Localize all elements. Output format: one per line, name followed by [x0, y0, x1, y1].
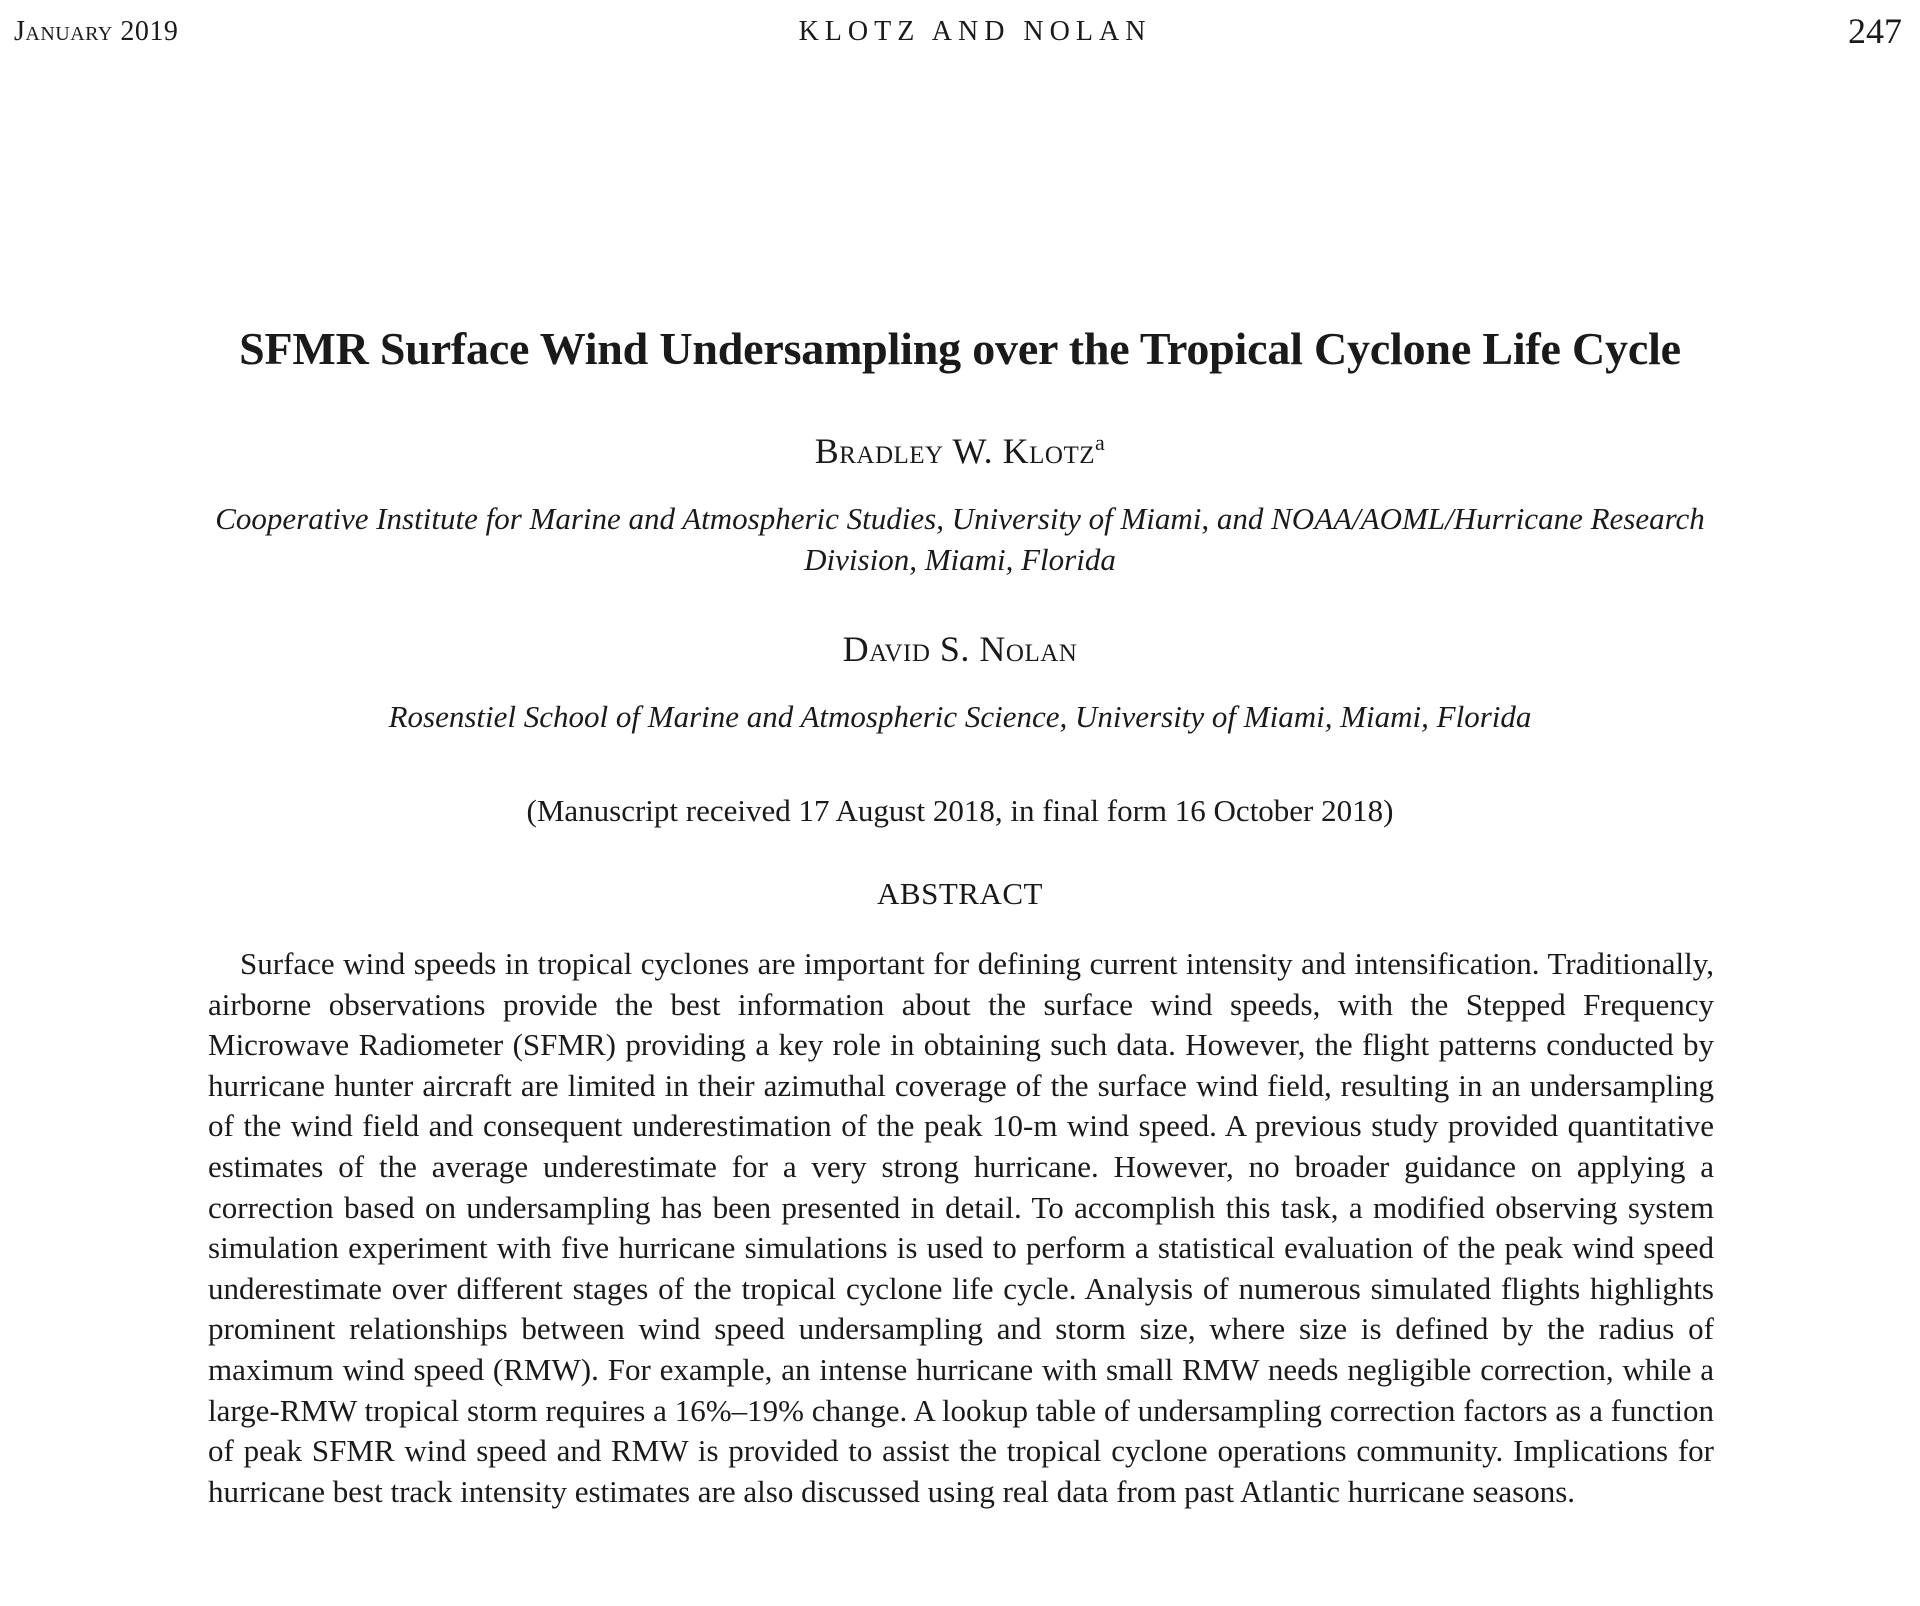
author-name	[0, 430, 1920, 472]
page-number: 247	[1848, 11, 1902, 51]
author-name	[0, 628, 1920, 670]
author-name-text: David S. Nolan	[842, 629, 1078, 669]
running-title: KLOTZ AND NOLAN	[798, 16, 1152, 47]
abstract-text: Surface wind speeds in tropical cyclones are important for defining current intensity and intensification. Traditionally, airborne observations provide the best information about the surface wind speeds, with the Stepped Frequency Microwave Radiometer (SFMR) providing a key role in obtaining such data. However, the flight patterns conducted by hurricane hunter aircraft are limited in their azimuthal coverage of the surface wind field, resulting in an undersampling of the wind field and consequent underestimation of the peak 10-m wind speed. A previous study provided quantitative estimates of the average underestimate for a very strong hurricane. However, no broader guidance on applying a correction based on undersampling has been presented in detail. To accomplish this task, a modified observing system simulation experiment with five hurricane simulations is used to perform a statistical evaluation of the peak wind speed underestimate over different stages of the tropical cyclone life cycle. Analysis of numerous simulated flights highlights prominent relationships between wind speed undersampling and storm size, where size is defined by the radius of maximum wind speed (RMW). For example, an intense hurricane with small RMW needs negligible correction, while a large-RMW tropical storm requires a 16%–19% change. A lookup table of undersampling correction factors as a function of peak SFMR wind speed and RMW is provided to assist the tropical cyclone operations community. Implications for hurricane best track intensity estimates are also discussed using real data from past Atlantic hurricane seasons.	[208, 946, 1714, 1509]
author-name-text: Bradley W. Klotz	[814, 431, 1095, 471]
manuscript-received-dates: (Manuscript received 17 August 2018, in final form 16 October 2018)	[526, 793, 1394, 828]
article-title: SFMR Surface Wind Undersampling over the Tropical Cyclone Life Cycle	[239, 323, 1681, 374]
affiliation-text: Cooperative Institute for Marine and Atmospheric Studies, University of Miami, and NOAA/AOML/Hurricane Research Division, Miami, Florida	[215, 501, 1705, 577]
author-affiliation: Rosenstiel School of Marine and Atmospheric Science, University of Miami, Miami, Florida	[388, 699, 1532, 734]
author-affiliation-marker: a	[1095, 430, 1106, 455]
abstract-heading: ABSTRACT	[877, 876, 1043, 911]
author-affiliation	[0, 498, 1920, 580]
issue-date: January 2019	[14, 16, 179, 47]
running-header	[14, 10, 1906, 54]
